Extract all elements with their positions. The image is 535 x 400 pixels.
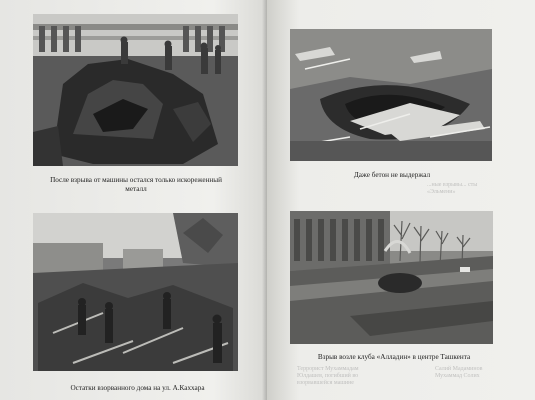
caption-broken-concrete: Даже бетон не выдержал <box>353 171 431 179</box>
destroyed-car-image <box>33 14 238 166</box>
show-through-text-bottom: Террорист Мухаммадам Юлдашев, погибший во взорвавшейся машине <box>297 366 359 386</box>
photo-destroyed-car <box>33 14 238 166</box>
photo-demolished-house <box>33 213 238 371</box>
demolished-house-image <box>33 213 238 371</box>
left-page <box>0 0 267 400</box>
photo-club-explosion <box>290 211 493 344</box>
broken-concrete-image <box>290 29 492 161</box>
photo-broken-concrete <box>290 29 492 161</box>
show-through-text-top: ...ные взрывы... сты «Эльмени» <box>427 182 478 195</box>
right-page <box>267 0 535 400</box>
caption-club-explosion: Взрыв возле клуба «Алладин» в центре Ташкента <box>317 353 471 361</box>
show-through-text-bottom-right: Салий Мадаминов Мухаммад Солих <box>435 366 483 379</box>
caption-destroyed-car: После взрыва от машины остался только искореженный металл <box>50 176 222 193</box>
caption-demolished-house: Остатки взорванного дома на ул. А.Каххара <box>70 384 205 392</box>
club-explosion-image <box>290 211 493 344</box>
